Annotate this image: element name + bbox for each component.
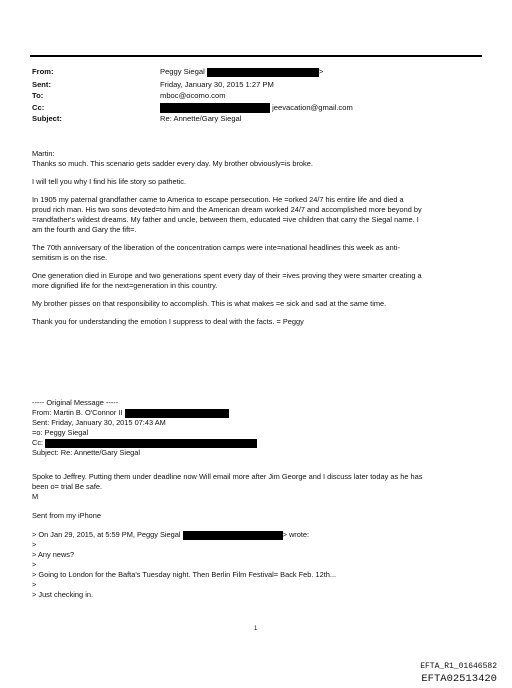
subject-value: Re: Annette/Gary Siegal	[160, 114, 242, 123]
cc-value	[160, 102, 353, 113]
body-paragraph-3	[32, 195, 482, 235]
original-to: =o: Peggy Siegal	[32, 428, 89, 437]
document-code-1: EFTA_R1_01646582	[420, 662, 497, 671]
document-code-2: EFTA02513420	[421, 673, 497, 685]
message-line-3: M	[32, 492, 39, 501]
quote-line-1	[32, 530, 482, 540]
signature: Sent from my iPhone	[32, 511, 102, 520]
p3-line-3: =randfather's wildest dreams. My father and uncle, between them, educated =ive children that carry the Siegal name. I	[32, 215, 419, 224]
original-message	[32, 398, 482, 600]
redaction-block	[183, 531, 283, 540]
body-paragraph-6: My brother pisses on that responsibility to accomplish. This is what makes =e sick and sad at the same time.	[32, 299, 387, 308]
page-number: 1	[254, 626, 258, 632]
p5-line-1: One generation died in Europe and two generations spent every day of their =ives proving they were smarter creating a	[32, 271, 422, 280]
body-line-1: Thanks so much. This scenario gets sadder every day. My brother obviously=is broke.	[32, 159, 313, 168]
sent-label: Sent:	[32, 80, 51, 89]
p4-line-1: The 70th anniversary of the liberation of the concentration camps were inte=national headlines this week as anti-	[32, 243, 400, 252]
redaction-block	[160, 103, 270, 113]
email-body	[32, 149, 482, 335]
original-cc	[32, 438, 482, 448]
quote-line-2: >	[32, 540, 37, 549]
original-sent: Sent: Friday, January 30, 2015 07:43 AM	[32, 418, 166, 427]
body-paragraph-5	[32, 271, 482, 291]
to-label: To:	[32, 91, 44, 100]
from-suffix: >	[318, 67, 324, 76]
header-rule	[30, 55, 482, 57]
p4-line-2: semitism is on the rise.	[32, 253, 108, 262]
p3-line-4: am the fourth and Gary the fift=.	[32, 225, 137, 234]
p3-line-2: proud rich man. His two sons devoted=to him and the American dream worked 24/7 and accomplished more beyond by	[32, 205, 422, 214]
body-paragraph-4	[32, 243, 482, 263]
cc-label: Cc:	[32, 103, 45, 112]
original-from-text: From: Martin B. O'Connor II	[32, 408, 123, 417]
original-marker: ----- Original Message -----	[32, 398, 119, 407]
quote-line-1-text: > On Jan 29, 2015, at 5:59 PM, Peggy Siegal	[32, 530, 181, 539]
from-value	[160, 66, 323, 77]
original-from	[32, 408, 482, 418]
quote-line-7: > Just checking in.	[32, 590, 94, 599]
quote-line-4: >	[32, 560, 37, 569]
redaction-block	[207, 68, 319, 77]
cc-email: jeevacation@gmail.com	[272, 103, 353, 112]
from-label: From:	[32, 67, 54, 76]
from-name: Peggy Siegal	[160, 67, 205, 76]
message-line-1: Spoke to Jeffrey. Putting them under deadline now Will email more after Jim George and I discuss later today as he has	[32, 472, 423, 481]
sent-value: Friday, January 30, 2015 1:27 PM	[160, 80, 274, 89]
quote-line-5: > Going to London for the Bafta's Tuesday night. Then Berlin Film Festival= Back Feb. 12th...	[32, 570, 337, 579]
body-paragraph-2: I will tell you why I find his life story so pathetic.	[32, 177, 187, 186]
body-paragraph-7: Thank you for understanding the emotion I suppress to deal with the facts. = Peggy	[32, 317, 304, 326]
quote-line-1-suffix: > wrote:	[282, 530, 310, 539]
original-cc-label: Cc:	[32, 438, 44, 447]
to-value: mboc@ocomo.com	[160, 91, 226, 100]
quote-line-6: >	[32, 580, 37, 589]
message-line-2: been o= trial Be safe.	[32, 482, 103, 491]
original-subject: Subject: Re: Annette/Gary Siegal	[32, 448, 141, 457]
quote-line-3: > Any news?	[32, 550, 75, 559]
subject-label: Subject:	[32, 114, 62, 123]
greeting: Martin:	[32, 149, 55, 158]
p3-line-1: In 1905 my paternal grandfather came to America to escape persecution. He =orked 24/7 his entire life and died a	[32, 195, 404, 204]
p5-line-2: more dignified life for the next=generation in this country.	[32, 281, 218, 290]
redaction-block	[45, 439, 257, 448]
redaction-block	[125, 409, 229, 418]
